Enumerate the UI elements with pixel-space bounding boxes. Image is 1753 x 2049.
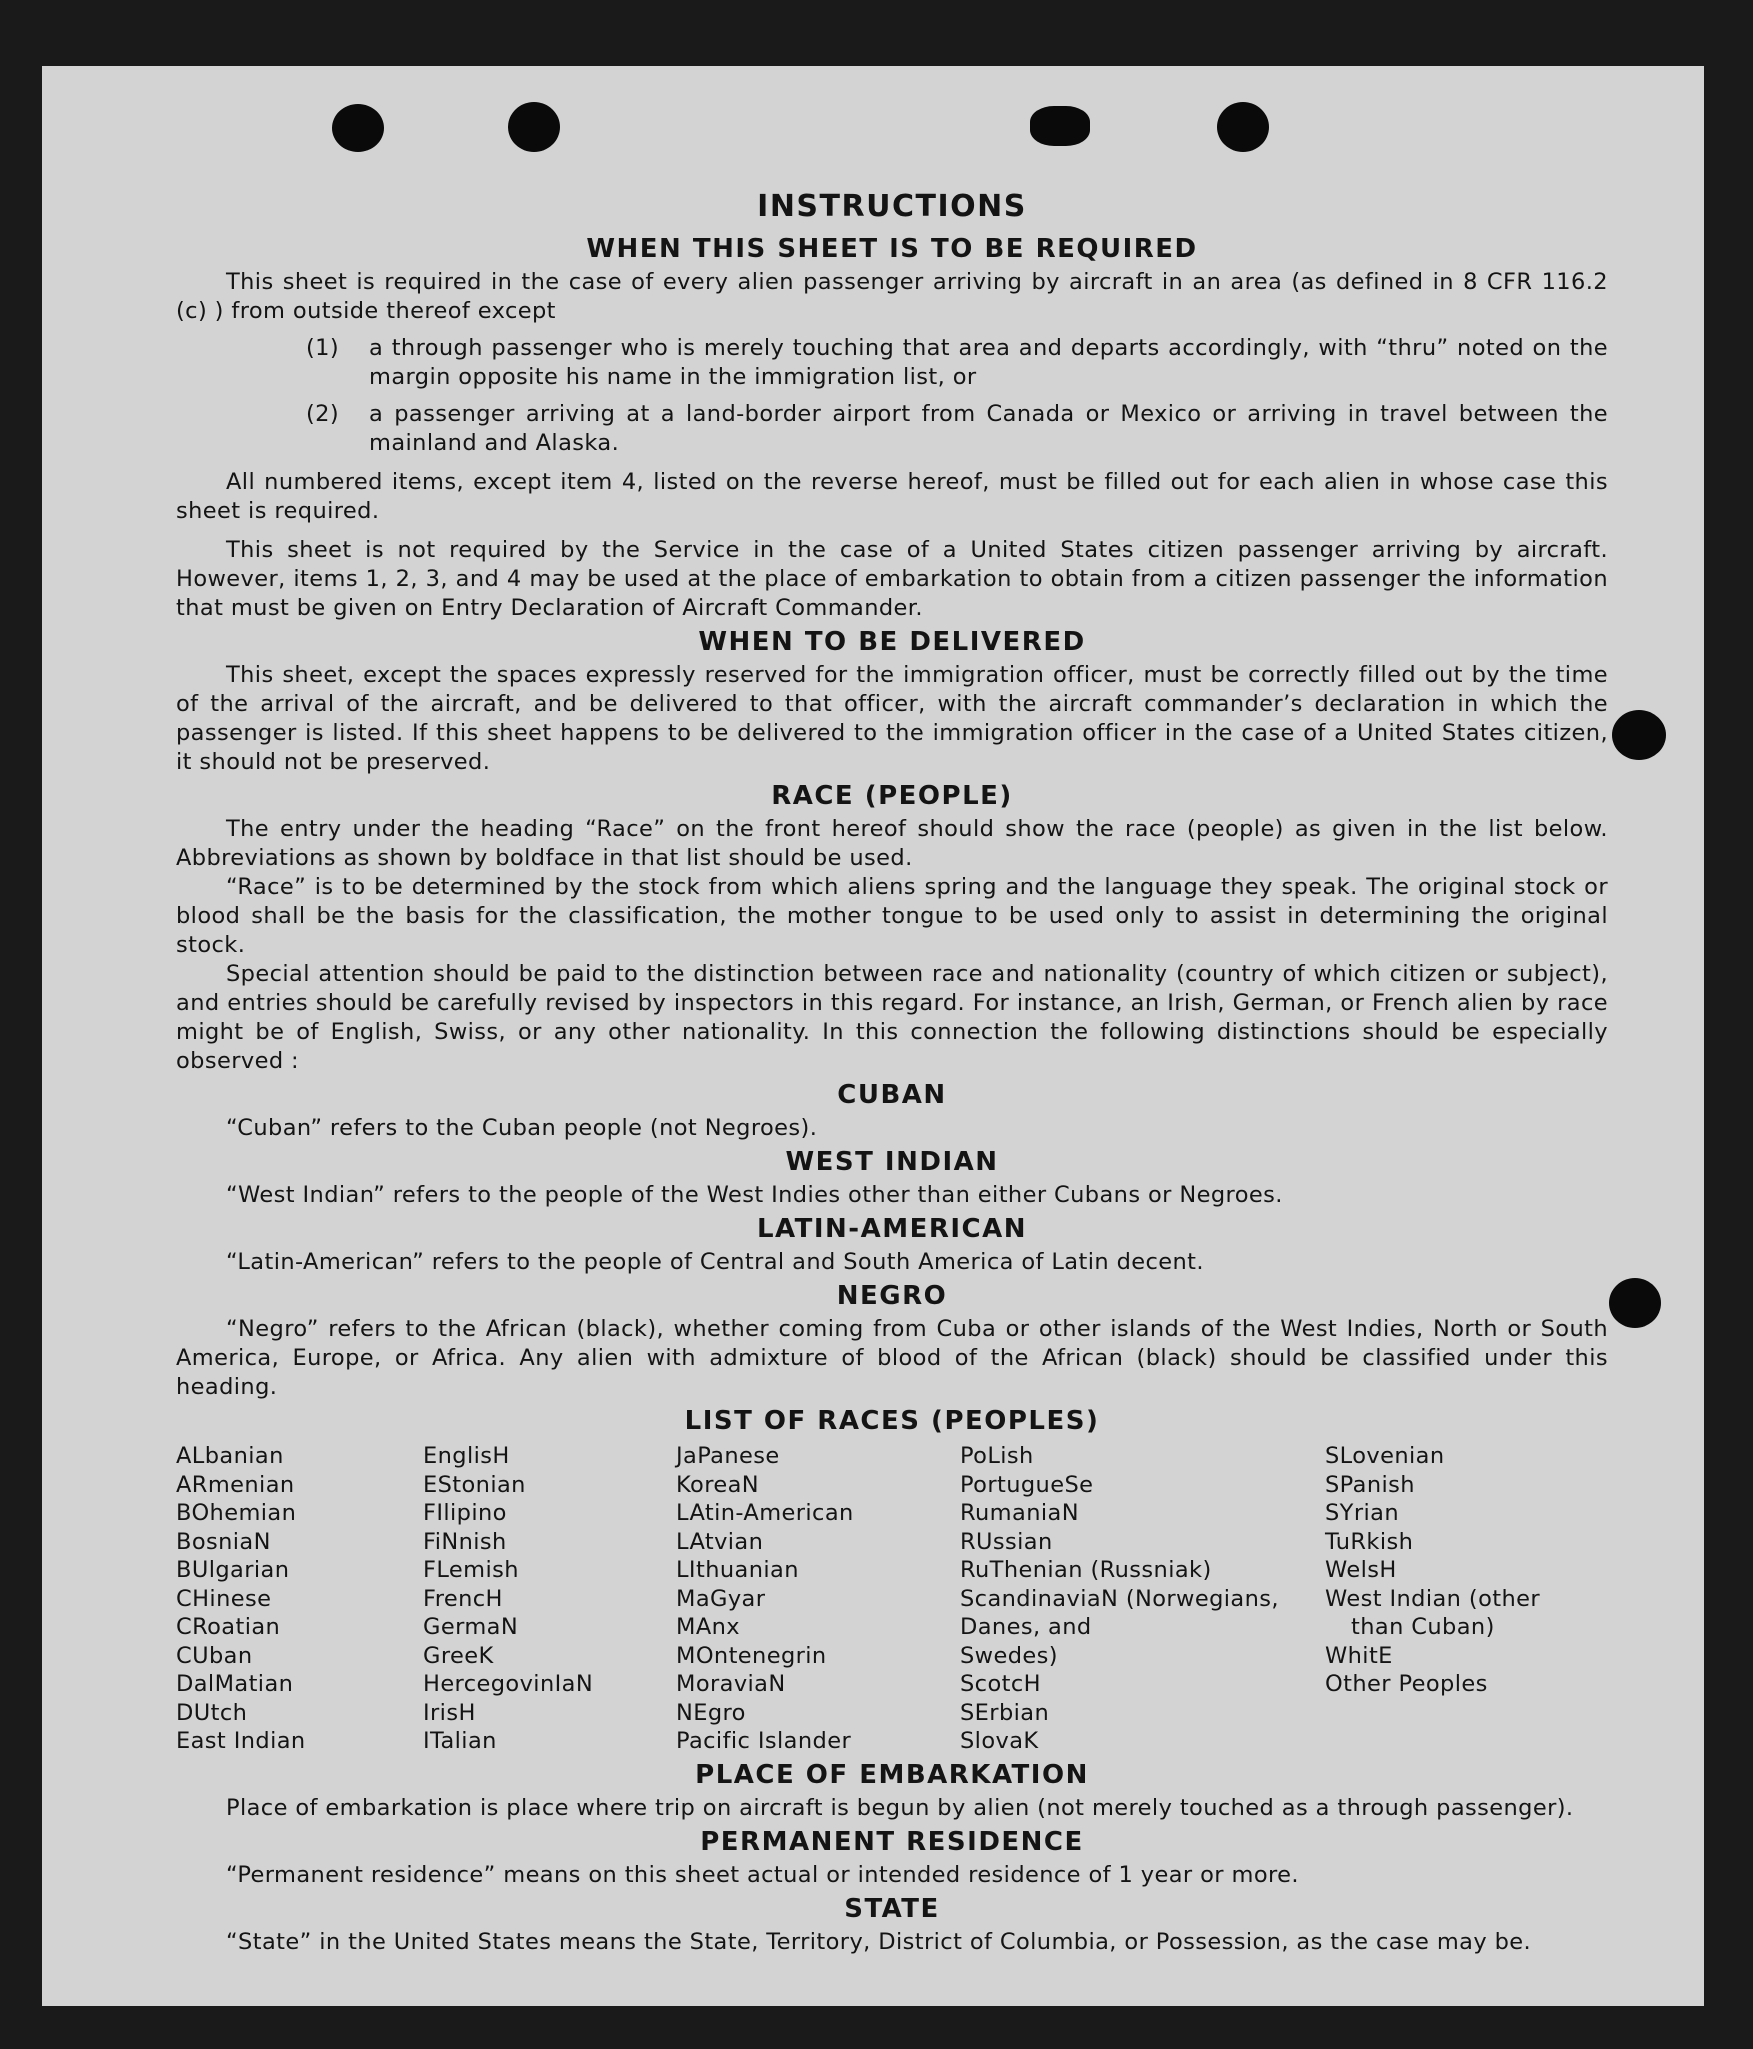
paragraph-race-2: “Race” is to be determined by the stock from which aliens spring and the language they speak. The original stock or blood shall be the basis for the classification, the mother tongue to be used only to assist in determining the original stock. xyxy=(176,874,1608,958)
punch-hole-torn xyxy=(1030,106,1090,146)
race-entry: Swedes) xyxy=(960,1642,1058,1669)
race-entry: RumaniaN xyxy=(960,1500,1079,1526)
race-entry: CUban xyxy=(176,1642,253,1669)
race-entry: SlovaK xyxy=(960,1728,1039,1754)
races-list xyxy=(176,1442,1608,1756)
paragraph-permanent-residence: “Permanent residence” means on this sheet actual or intended residence of 1 year or more. xyxy=(226,1861,1299,1888)
race-entry: ITalian xyxy=(423,1728,497,1754)
race-entry: NEgro xyxy=(676,1699,746,1726)
document-title: INSTRUCTIONS xyxy=(757,189,1027,224)
paragraph-race-1: The entry under the heading “Race” on the front hereof should show the race (people) as given in the list below. Abbreviations as shown by boldface in that list should be used. xyxy=(176,816,1608,871)
heading-west-indian: WEST INDIAN xyxy=(785,1147,999,1177)
exception-text: a through passenger who is merely touching that area and departs accordingly, with “thru” noted on the margin opposite his name in the immigration list, or xyxy=(369,335,1608,390)
exception-item-2 xyxy=(306,400,1608,458)
race-entry: TuRkish xyxy=(1325,1528,1414,1555)
race-entry: BosniaN xyxy=(176,1528,271,1555)
race-entry: RuThenian (Russniak) xyxy=(960,1557,1212,1583)
paragraph-required-intro: This sheet is required in the case of every alien passenger arriving by aircraft in an area (as defined in 8 CFR 116.2 (c) ) from outside thereof except xyxy=(176,269,1608,324)
race-entry: EStonian xyxy=(423,1471,526,1498)
heading-when-delivered: WHEN TO BE DELIVERED xyxy=(698,627,1086,657)
race-entry: Other Peoples xyxy=(1325,1671,1488,1697)
race-entry: LAtvian xyxy=(676,1528,764,1555)
race-entry: MaGyar xyxy=(676,1585,766,1612)
race-entry: East Indian xyxy=(176,1728,306,1754)
race-entry: RUssian xyxy=(960,1528,1053,1555)
paragraph-delivery: This sheet, except the spaces expressly reserved for the immigration officer, must be correctly filled out by the time of the arrival of the aircraft, and be delivered to that officer, with the aircraft commander’s declaration in which the passenger is listed. If this sheet happens to be delivered to the immigration officer in the case of a United States citizen, it should not be preserved. xyxy=(176,662,1608,775)
race-entry: DalMatian xyxy=(176,1671,294,1697)
race-entry: WelsH xyxy=(1325,1557,1397,1583)
heading-latin-american: LATIN-AMERICAN xyxy=(756,1214,1028,1244)
paragraph-negro: “Negro” refers to the African (black), whether coming from Cuba or other islands of the West Indies, North or South America, Europe, or Africa. Any alien with admixture of blood of the African (black) should be classified under this heading. xyxy=(176,1316,1608,1400)
paragraph-numbered-items: All numbered items, except item 4, listed on the reverse hereof, must be filled out for each alien in whose case this sheet is required. xyxy=(176,469,1608,524)
exception-text: a passenger arriving at a land-border airport from Canada or Mexico or arriving in travel between the mainland and Alaska. xyxy=(369,401,1608,456)
race-entry: HercegovinIaN xyxy=(423,1671,594,1697)
paragraph-latin-american: “Latin-American” refers to the people of Central and South America of Latin decent. xyxy=(226,1249,1204,1275)
race-entry: SPanish xyxy=(1325,1471,1415,1498)
race-entry: FiNnish xyxy=(423,1528,507,1555)
race-entry: PoLish xyxy=(960,1443,1034,1469)
race-entry: GermaN xyxy=(423,1614,519,1640)
race-entry: FLemish xyxy=(423,1557,519,1583)
race-entry: ScotcH xyxy=(960,1671,1041,1697)
heading-state: STATE xyxy=(844,1893,940,1924)
race-entry: CHinese xyxy=(176,1585,272,1612)
race-entry: LAtin-American xyxy=(676,1500,854,1526)
exception-item-1 xyxy=(306,334,1608,392)
punch-hole-right xyxy=(1217,102,1269,152)
race-entry: SYrian xyxy=(1325,1500,1399,1526)
heading-embarkation: PLACE OF EMBARKATION xyxy=(695,1759,1089,1790)
race-entry: West Indian (other xyxy=(1325,1585,1541,1612)
heading-list-of-races: LIST OF RACES (PEOPLES) xyxy=(684,1406,1100,1436)
punch-hole-edge-upper xyxy=(1612,710,1666,760)
race-entry: MoraviaN xyxy=(676,1671,786,1697)
race-entry: JaPanese xyxy=(676,1443,780,1469)
heading-negro: NEGRO xyxy=(836,1281,948,1311)
heading-when-required: WHEN THIS SHEET IS TO BE REQUIRED xyxy=(586,234,1198,264)
race-entry: FIlipino xyxy=(423,1500,507,1526)
race-entry: SErbian xyxy=(960,1699,1050,1726)
exception-number: (2) xyxy=(306,401,340,427)
races-column-3 xyxy=(676,1442,960,1756)
paragraph-cuban: “Cuban” refers to the Cuban people (not Negroes). xyxy=(226,1115,818,1141)
paragraph-race-3: Special attention should be paid to the distinction between race and nationality (country of which citizen or subject), and entries should be carefully revised by inspectors in this regard. For instance, an Irish, German, or French alien by race might be of English, Swiss, or any other nationality. In this connection the following distinctions should be especially observed : xyxy=(176,961,1608,1074)
race-entry: BUlgarian xyxy=(176,1557,290,1583)
race-entry: ALbanian xyxy=(176,1443,284,1469)
race-entry: GreeK xyxy=(423,1642,494,1669)
race-entry: than Cuban) xyxy=(1351,1614,1495,1640)
heading-permanent-residence: PERMANENT RESIDENCE xyxy=(700,1826,1084,1857)
punch-hole-center xyxy=(508,102,560,152)
race-entry: FrencH xyxy=(423,1585,503,1612)
heading-cuban: CUBAN xyxy=(837,1080,947,1110)
race-entry: Danes, and xyxy=(960,1614,1092,1640)
race-entry: LIthuanian xyxy=(676,1557,799,1583)
heading-race: RACE (PEOPLE) xyxy=(771,781,1013,811)
race-entry: WhitE xyxy=(1325,1642,1393,1669)
race-entry: SLovenian xyxy=(1325,1443,1445,1469)
exception-number: (1) xyxy=(306,335,340,361)
race-entry: IrisH xyxy=(423,1699,476,1726)
race-entry: DUtch xyxy=(176,1699,248,1726)
race-entry: PortugueSe xyxy=(960,1471,1094,1498)
race-entry: EnglisH xyxy=(423,1443,510,1469)
race-entry: MOntenegrin xyxy=(676,1642,827,1669)
race-entry: KoreaN xyxy=(676,1471,760,1498)
races-column-2 xyxy=(423,1442,676,1756)
races-column-5 xyxy=(1325,1442,1608,1756)
punch-hole-left xyxy=(332,104,384,152)
instructions-document xyxy=(176,188,1608,1957)
race-entry: ARmenian xyxy=(176,1471,295,1498)
paragraph-embarkation: Place of embarkation is place where trip on aircraft is begun by alien (not merely touched as a through passenger). xyxy=(226,1794,1574,1821)
race-entry: ScandinaviaN (Norwegians, xyxy=(960,1585,1279,1612)
punch-hole-edge-lower xyxy=(1609,1278,1661,1328)
races-column-1 xyxy=(176,1442,423,1756)
race-entry: CRoatian xyxy=(176,1614,281,1640)
paragraph-state: “State” in the United States means the State, Territory, District of Columbia, or Possession, as the case may be. xyxy=(226,1928,1532,1955)
paragraph-west-indian: “West Indian” refers to the people of the West Indies other than either Cubans or Negroes. xyxy=(226,1182,1283,1208)
race-entry: BOhemian xyxy=(176,1500,297,1526)
race-entry: MAnx xyxy=(676,1614,740,1640)
race-entry: Pacific Islander xyxy=(676,1728,852,1754)
paragraph-citizen-note: This sheet is not required by the Service in the case of a United States citizen passenger arriving by aircraft. However, items 1, 2, 3, and 4 may be used at the place of embarkation to obtain from a citizen passenger the information that must be given on Entry Declaration of Aircraft Commander. xyxy=(176,537,1608,621)
races-column-4 xyxy=(960,1442,1325,1756)
